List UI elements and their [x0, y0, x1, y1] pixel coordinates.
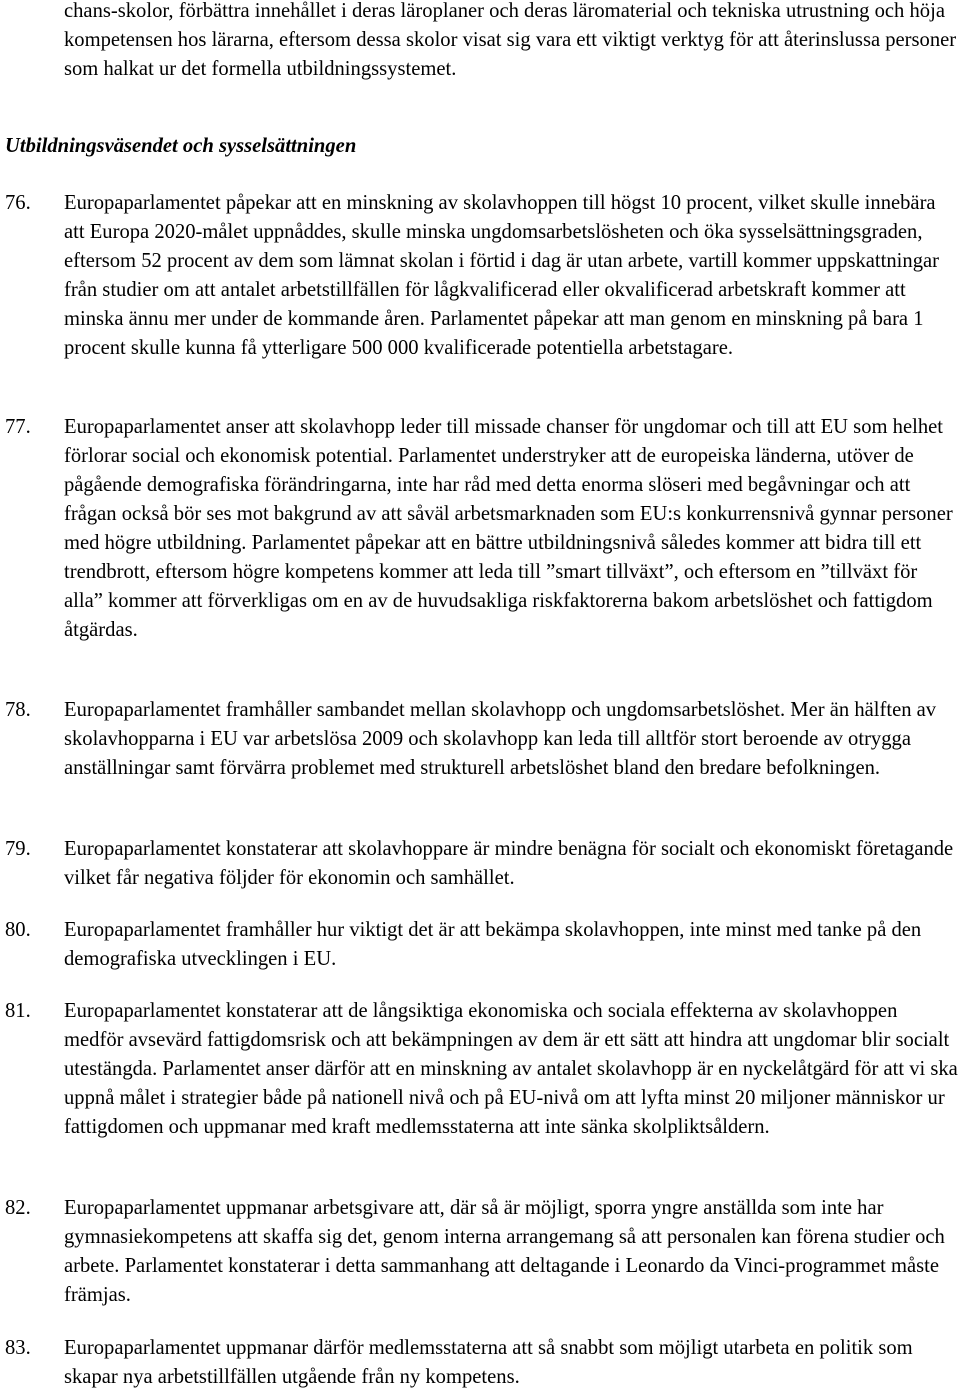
paragraph-text: Europaparlamentet uppmanar därför medlemsstaterna att så snabbt som möjligt utarbeta en politik som skapar nya arbetstillfällen utgående från ny kompetens.: [64, 1337, 913, 1388]
paragraph-number: 82.: [5, 1197, 31, 1219]
paragraph-number: 77.: [5, 416, 31, 438]
paragraph-number: 78.: [5, 699, 31, 721]
paragraph-text: Europaparlamentet framhåller sambandet mellan skolavhopp och ungdomsarbetslöshet. Mer än hälften av skolavhopparna i EU var arbetslösa 2009 och skolavhopp kan leda till alltför stort beroende av otrygga anställningar samt förvärra problemet med strukturell arbetslöshet bland den bredare befolkningen.: [64, 699, 937, 779]
intro-paragraph: chans-skolor, förbättra innehållet i deras läroplaner och deras läromaterial och tekniska utrustning och höja kompetensen hos lärarna, eftersom dessa skolor visat sig vara ett viktigt verktyg för att återinslussa personer som halkat ur det formella utbildningssystemet.: [64, 0, 957, 80]
paragraph-text: Europaparlamentet påpekar att en minskning av skolavhoppen till högst 10 procent, vilket skulle innebära att Europa 2020-målet uppnåddes, skulle minska ungdomsarbetslösheten och öka sysselsättningsgraden, eftersom 52 procent av dem som lämnat skolan i förtid i dag är utan arbete, vartill kommer uppskattningar från studier om att antalet arbetstillfällen för lågkvalificerad eller okvalificerad arbetskraft kommer att minska ännu mer under de kommande åren. Parlamentet påpekar att man genom en minskning på bara 1 procent skulle kunna få ytterligare 500 000 kvalificerade potentiella arbetstagare.: [64, 192, 939, 359]
paragraph-number: 83.: [5, 1337, 31, 1359]
paragraph-text: Europaparlamentet konstaterar att skolavhoppare är mindre benägna för socialt och ekonomiskt företagande vilket får negativa följder för ekonomin och samhället.: [64, 838, 954, 889]
paragraph-number: 76.: [5, 192, 31, 214]
section-heading: Utbildningsväsendet och sysselsättningen: [5, 135, 357, 157]
paragraph-text: Europaparlamentet anser att skolavhopp leder till missade chanser för ungdomar och till att EU som helhet förlorar social och ekonomisk potential. Parlamentet understryker att de europeiska länderna, utöver de pågående demografiska förändringarna, inte har råd med detta enorma slöseri med begåvningar och att frågan också bör ses mot bakgrund av att såväl arbetsmarknaden som EU:s konkurrensnivå gynnar personer med högre utbildning. Parlamentet påpekar att en bättre utbildningsnivå således kommer att bidra till ett trendbrott, eftersom högre kompetens kommer att leda till ”smart tillväxt”, och eftersom en ”tillväxt för alla” kommer att förverkligas om en av de huvudsakliga riskfaktorerna bakom arbetslöshet och fattigdom åtgärdas.: [64, 416, 953, 641]
paragraph-text: Europaparlamentet konstaterar att de långsiktiga ekonomiska och sociala effekterna av skolavhoppen medför avsevärd fattigdomsrisk och att bekämpningen av dem är ett sätt att hindra att ungdomar blir socialt utestängda. Parlamentet anser därför att en minskning av antalet skolavhopp är en nyckelåtgärd för att vi ska uppnå målet i strategier både på nationell nivå och på EU-nivå om att lyfta minst 20 miljoner människor ur fattigdomen och uppmanar med kraft medlemsstaterna att inte sänka skolpliktsåldern.: [64, 1000, 958, 1138]
paragraph-number: 81.: [5, 1000, 31, 1022]
paragraph-text: Europaparlamentet uppmanar arbetsgivare att, där så är möjligt, sporra yngre anställda som inte har gymnasiekompetens att skaffa sig det, genom interna arrangemang så att personalen kan förena studier och arbete. Parlamentet konstaterar i detta sammanhang att deltagande i Leonardo da Vinci-programmet måste främjas.: [64, 1197, 945, 1306]
paragraph-number: 80.: [5, 919, 31, 941]
paragraph-text: Europaparlamentet framhåller hur viktigt det är att bekämpa skolavhoppen, inte minst med tanke på den demografiska utvecklingen i EU.: [64, 919, 922, 970]
paragraph-number: 79.: [5, 838, 31, 860]
